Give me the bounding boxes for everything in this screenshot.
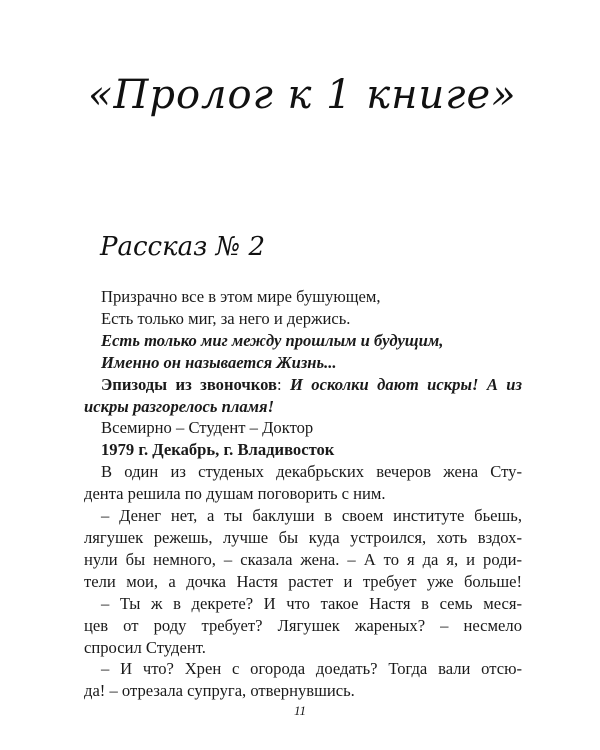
text-line: спросил Студент. [84, 637, 206, 657]
chapter-title: «Пролог к 1 книге» [88, 72, 517, 118]
episode-text: И осколки дают искры! А из [289, 374, 522, 394]
text-line: В один из студеных декабрьских вечеров жена Сту- [101, 462, 522, 482]
text-line: – Ты ж в декрете? И что такое Настя в семь меся- [101, 593, 522, 613]
text-line: – Денег нет, а ты баклуши в своем институте бьешь, [101, 506, 522, 526]
poem-line: Призрачно все в этом мире бушующем, [101, 287, 381, 306]
episode-label: Эпизоды из звоночков [101, 374, 277, 394]
body-text [84, 286, 522, 702]
text-line: цев от роду требует? Лягушек жареных? – несмело [84, 615, 522, 635]
text-line: дента решила по душам поговорить с ним. [84, 484, 386, 504]
episode-line [84, 374, 522, 396]
poem-line: Есть только миг между прошлым и будущим, [101, 330, 444, 350]
text-line: лягушек режешь, лучше бы куда устроился, хоть вздох- [84, 527, 522, 547]
poem-line: Именно он называется Жизнь... [101, 352, 337, 372]
story-subtitle: Рассказ № 2 [100, 232, 266, 262]
story-header: Всемирно – Студент – Доктор [101, 418, 314, 438]
page-number: 11 [293, 703, 307, 718]
episode-line: искры разгорелось пламя! [84, 396, 275, 416]
text-line: – И что? Хрен с огорода доедать? Тогда вали отсю- [101, 659, 522, 679]
text-line: да! – отрезала супруга, отвернувшись. [84, 681, 355, 701]
text-line: нули бы немного, – сказала жена. – А то я да я, и роди- [84, 549, 522, 569]
colon: : [276, 374, 290, 394]
date-place: 1979 г. Декабрь, г. Владивосток [101, 440, 335, 460]
poem-line: Есть только миг, за него и держись. [101, 308, 351, 328]
text-line: тели мои, а дочка Настя растет и требует уже больше! [84, 571, 522, 591]
